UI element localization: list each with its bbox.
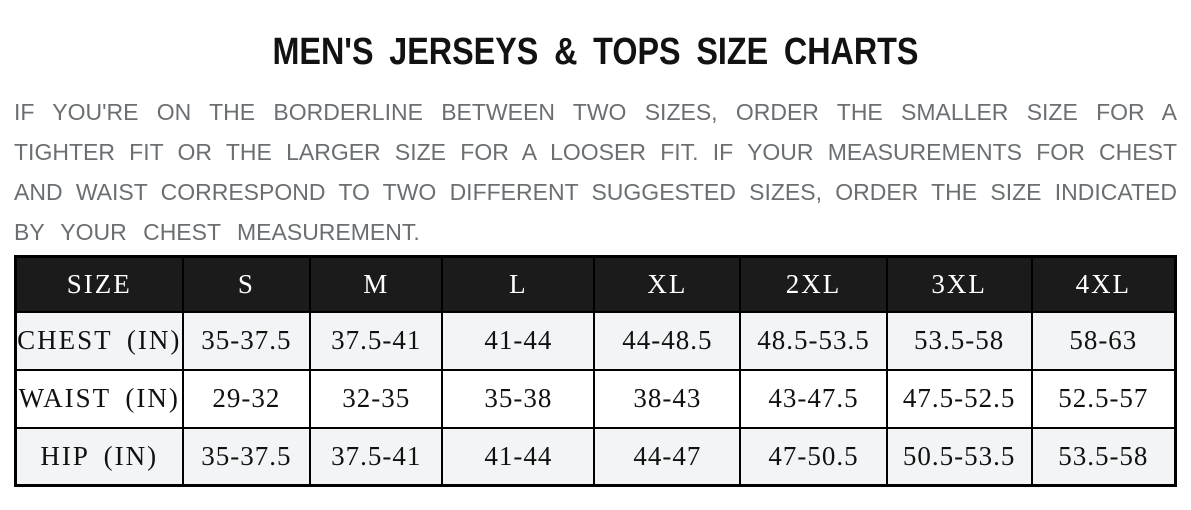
table-row-hip (16, 428, 1176, 486)
column-header-3xl: 3XL (887, 257, 1032, 312)
table-row-waist (16, 370, 1176, 428)
row-label-chest: CHEST (IN) (16, 312, 183, 370)
chest-l-value: 41-44 (442, 312, 594, 370)
column-header-2xl: 2XL (740, 257, 886, 312)
chest-4xl-value: 58-63 (1032, 312, 1176, 370)
column-header-4xl: 4XL (1032, 257, 1176, 312)
intro-paragraph (14, 92, 1177, 252)
hip-4xl-value: 53.5-58 (1032, 428, 1176, 486)
chest-xl-value: 44-48.5 (594, 312, 740, 370)
hip-l-value: 41-44 (442, 428, 594, 486)
header-row (16, 257, 1176, 312)
size-chart-table (14, 255, 1177, 487)
column-header-size: SIZE (16, 257, 183, 312)
hip-3xl-value: 50.5-53.5 (887, 428, 1032, 486)
chest-s-value: 35-37.5 (183, 312, 311, 370)
intro-line: AND WAIST CORRESPOND TO TWO DIFFERENT SUGGESTED SIZES, ORDER THE SIZE INDICATED (14, 179, 1177, 205)
waist-2xl-value: 43-47.5 (740, 370, 886, 428)
hip-s-value: 35-37.5 (183, 428, 311, 486)
chest-2xl-value: 48.5-53.5 (740, 312, 886, 370)
row-label-waist: WAIST (IN) (16, 370, 183, 428)
waist-s-value: 29-32 (183, 370, 311, 428)
waist-3xl-value: 47.5-52.5 (887, 370, 1032, 428)
intro-line: TIGHTER FIT OR THE LARGER SIZE FOR A LOOSER FIT. IF YOUR MEASUREMENTS FOR CHEST (14, 139, 1177, 165)
column-header-l: L (442, 257, 594, 312)
waist-4xl-value: 52.5-57 (1032, 370, 1176, 428)
waist-xl-value: 38-43 (594, 370, 740, 428)
intro-line: BY YOUR CHEST MEASUREMENT. (14, 219, 420, 245)
intro-line: IF YOU'RE ON THE BORDERLINE BETWEEN TWO SIZES, ORDER THE SMALLER SIZE FOR A (14, 99, 1177, 125)
chest-m-value: 37.5-41 (310, 312, 442, 370)
page-title: MEN'S JERSEYS & TOPS SIZE CHARTS (272, 31, 919, 73)
hip-2xl-value: 47-50.5 (740, 428, 886, 486)
chest-3xl-value: 53.5-58 (887, 312, 1032, 370)
table-row-chest (16, 312, 1176, 370)
column-header-s: S (183, 257, 311, 312)
row-label-hip: HIP (IN) (16, 428, 183, 486)
hip-xl-value: 44-47 (594, 428, 740, 486)
column-header-m: M (310, 257, 442, 312)
column-header-xl: XL (594, 257, 740, 312)
waist-m-value: 32-35 (310, 370, 442, 428)
waist-l-value: 35-38 (442, 370, 594, 428)
hip-m-value: 37.5-41 (310, 428, 442, 486)
